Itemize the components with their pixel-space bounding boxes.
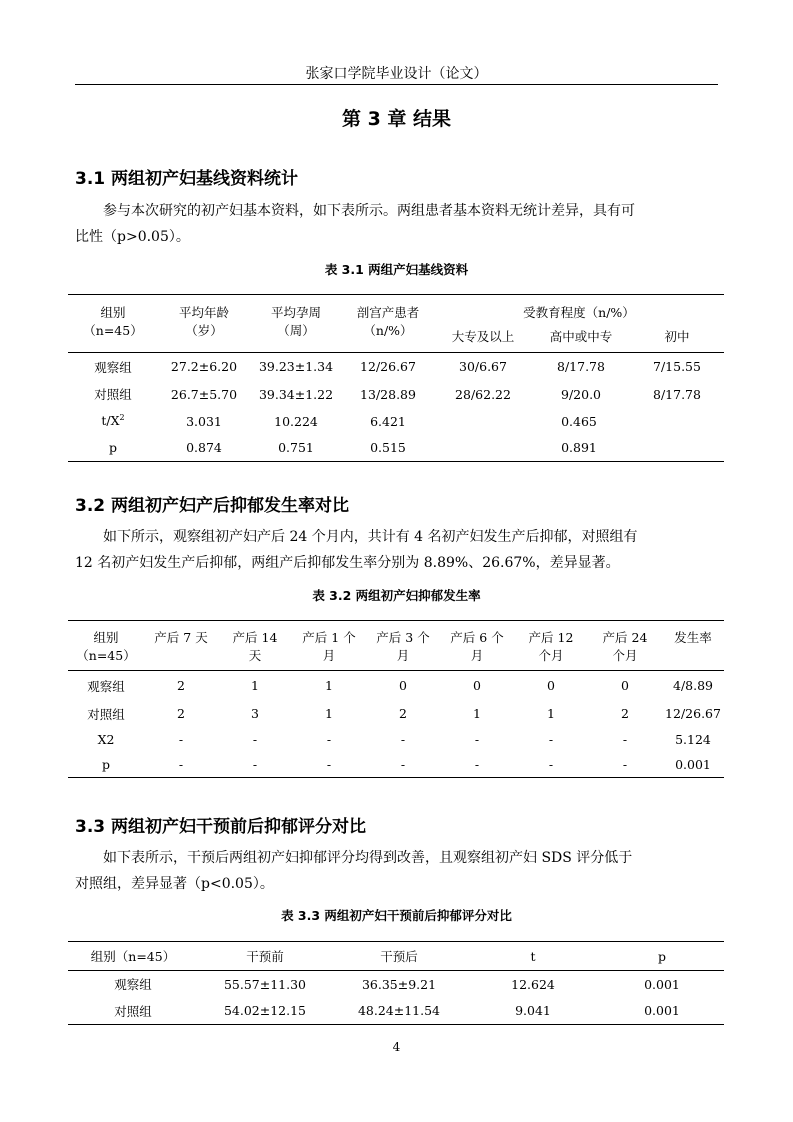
cell: 0.001: [675, 757, 711, 773]
header-cell: 大专及以上: [451, 329, 515, 345]
cell: 2: [621, 706, 629, 721]
cell: -: [400, 757, 406, 773]
cell: -: [474, 732, 480, 747]
table-row: [68, 435, 724, 462]
cell: -: [474, 757, 480, 773]
table-row: [68, 971, 724, 998]
cell: 3: [251, 706, 259, 721]
header-cell: 受教育程度（n/%）: [523, 304, 635, 320]
cell: -: [622, 732, 628, 747]
cell: 4/8.89: [673, 678, 713, 694]
cell: -: [326, 757, 332, 773]
cell: 2: [177, 706, 185, 721]
header-cell: 产后 24: [602, 629, 648, 645]
section-3-2-paragraph: [75, 524, 719, 576]
table-row: [68, 753, 724, 778]
header-cell: （n=45）: [76, 647, 136, 663]
cell: 5.124: [675, 732, 711, 747]
header-cell: 高中或中专: [549, 329, 613, 345]
header-cell: 干预后: [380, 949, 418, 964]
section-heading-3-3: 3.3 两组初产妇干预前后抑郁评分对比: [75, 817, 367, 837]
chapter-title: 第 3 章 结果: [341, 108, 452, 130]
cell: 0.891: [561, 440, 597, 456]
cell: -: [252, 757, 258, 773]
header-cell: （岁）: [185, 322, 223, 338]
cell: 0.465: [561, 413, 597, 429]
cell: 0.751: [278, 440, 314, 456]
header-cell: 干预前: [246, 949, 284, 964]
cell: 1: [325, 706, 333, 721]
header-cell: 产后 12: [528, 629, 574, 645]
header-cell: （周）: [277, 322, 315, 338]
cell: 54.02±12.15: [223, 1003, 307, 1019]
header-cell: 个月: [538, 647, 564, 663]
cell: 12/26.67: [360, 359, 416, 375]
header-cell: 组别: [100, 304, 126, 320]
running-header: 张家口学院毕业设计（论文）: [305, 66, 488, 82]
cell: -: [548, 732, 554, 747]
cell: 1: [325, 678, 333, 694]
cell: 9.041: [515, 1003, 551, 1019]
table-row: [68, 727, 724, 753]
cell: 8/17.78: [653, 386, 701, 402]
header-cell: 天: [248, 647, 262, 663]
cell: -: [178, 732, 184, 747]
header-cell: 初中: [664, 329, 690, 345]
header-cell: 月: [396, 647, 410, 663]
table-row: [68, 353, 724, 381]
header-cell: [144, 646, 218, 671]
cell: 观察组: [87, 678, 125, 694]
cell: $t/X^2$: [101, 413, 125, 429]
paragraph-line: 参与本次研究的初产妇基本资料，如下表所示。两组患者基本资料无统计差异，具有可: [103, 203, 635, 219]
cell: 12.624: [511, 976, 555, 992]
cell: 3.031: [186, 413, 222, 429]
cell: 2: [177, 678, 185, 694]
paragraph-line: 对照组，差异显著（p<0.05）。: [75, 876, 274, 892]
table-3-3: [68, 941, 724, 1025]
cell: 0.515: [370, 440, 406, 456]
header-cell: 平均年龄: [178, 304, 229, 320]
cell: -: [252, 732, 258, 747]
header-cell: （n=45）: [83, 322, 143, 338]
cell: 7/15.55: [653, 359, 701, 375]
cell: 10.224: [274, 413, 318, 429]
cell: 28/62.22: [455, 386, 511, 402]
cell: 1: [473, 706, 481, 721]
cell: 8/17.78: [557, 359, 605, 375]
cell: 0: [621, 678, 629, 694]
header-cell: 组别（n=45）: [90, 949, 176, 964]
cell: 39.34±1.22: [258, 386, 334, 402]
table-3-2: [68, 620, 724, 778]
header-cell: t: [530, 948, 536, 964]
cell: 对照组: [94, 387, 132, 402]
cell: 0.001: [644, 1003, 680, 1019]
header-cell: （n/%）: [363, 322, 413, 338]
cell: 36.35±9.21: [361, 976, 437, 992]
cell: 0: [399, 678, 407, 694]
paragraph-line: 如下表所示，干预后两组初产妇抑郁评分均得到改善，且观察组初产妇 SDS 评分低于: [103, 850, 633, 866]
cell: 48.24±11.54: [357, 1003, 441, 1019]
cell: 55.57±11.30: [223, 976, 307, 992]
table-3-1: [68, 294, 724, 462]
table-row: [68, 998, 724, 1025]
cell: p: [108, 440, 117, 456]
paragraph-line: 12 名初产妇发生产后抑郁，两组产后抑郁发生率分别为 8.89%、26.67%，差异显著。: [75, 555, 620, 571]
cell: -: [622, 757, 628, 773]
header-cell: 产后 1 个: [302, 629, 356, 645]
header-cell: 月: [470, 647, 484, 663]
cell: -: [400, 732, 406, 747]
cell: 1: [251, 678, 259, 694]
section-heading-3-1: 3.1 两组初产妇基线资料统计: [75, 169, 299, 189]
cell: 0.874: [186, 440, 222, 456]
cell: 0: [473, 678, 481, 694]
cell: 2: [399, 706, 407, 721]
paragraph-line: 如下所示，观察组初产妇产后 24 个月内，共计有 4 名初产妇发生产后抑郁，对照组有: [103, 529, 638, 545]
table-row: [68, 671, 724, 701]
header-cell: p: [657, 948, 666, 964]
cell: 30/6.67: [459, 359, 507, 375]
header-cell: 月: [322, 647, 336, 663]
header-cell: 剖宫产患者: [356, 304, 420, 320]
table-3-3-caption: 表 3.3 两组初产妇干预前后抑郁评分对比: [281, 908, 512, 923]
cell: 27.2±6.20: [170, 359, 238, 375]
table-row: [68, 701, 724, 727]
cell: 0: [547, 678, 555, 694]
cell: -: [548, 757, 554, 773]
cell: 1: [547, 706, 555, 721]
header-cell: 产后 3 个: [376, 629, 430, 645]
header-cell: [662, 646, 724, 671]
cell: 观察组: [114, 977, 152, 993]
section-heading-3-2: 3.2 两组初产妇产后抑郁发生率对比: [75, 496, 350, 516]
table-3-2-caption: 表 3.2 两组初产妇抑郁发生率: [312, 588, 481, 603]
header-cell: 组别: [93, 629, 119, 645]
header-rule: [75, 84, 718, 85]
header-cell: 发生率: [674, 629, 712, 645]
cell: 对照组: [114, 1003, 152, 1019]
cell: 13/28.89: [360, 386, 416, 402]
header-cell: 个月: [612, 647, 638, 663]
header-cell: 产后 7 天: [154, 629, 208, 645]
cell: 对照组: [87, 706, 125, 722]
cell: X2: [97, 732, 115, 747]
cell: 39.23±1.34: [258, 359, 334, 375]
header-cell: 平均孕周: [270, 304, 321, 320]
paragraph-line: 比性（p>0.05）。: [75, 229, 190, 245]
section-3-3-paragraph: [75, 845, 719, 897]
header-cell: 产后 14: [232, 629, 278, 645]
cell: p: [101, 757, 110, 773]
table-row: [68, 381, 724, 408]
table-row: [68, 408, 724, 435]
page-number: 4: [392, 1040, 401, 1054]
cell: 9/20.0: [561, 386, 601, 402]
cell: 0.001: [644, 976, 680, 992]
table-3-1-caption: 表 3.1 两组产妇基线资料: [324, 262, 469, 277]
cell: -: [178, 757, 184, 773]
cell: -: [326, 732, 332, 747]
section-3-1-paragraph: [75, 198, 719, 250]
cell: 6.421: [370, 413, 406, 429]
cell: 观察组: [94, 359, 132, 375]
cell: 26.7±5.70: [170, 386, 238, 402]
header-cell: 产后 6 个: [450, 629, 504, 645]
cell: 12/26.67: [665, 706, 721, 721]
